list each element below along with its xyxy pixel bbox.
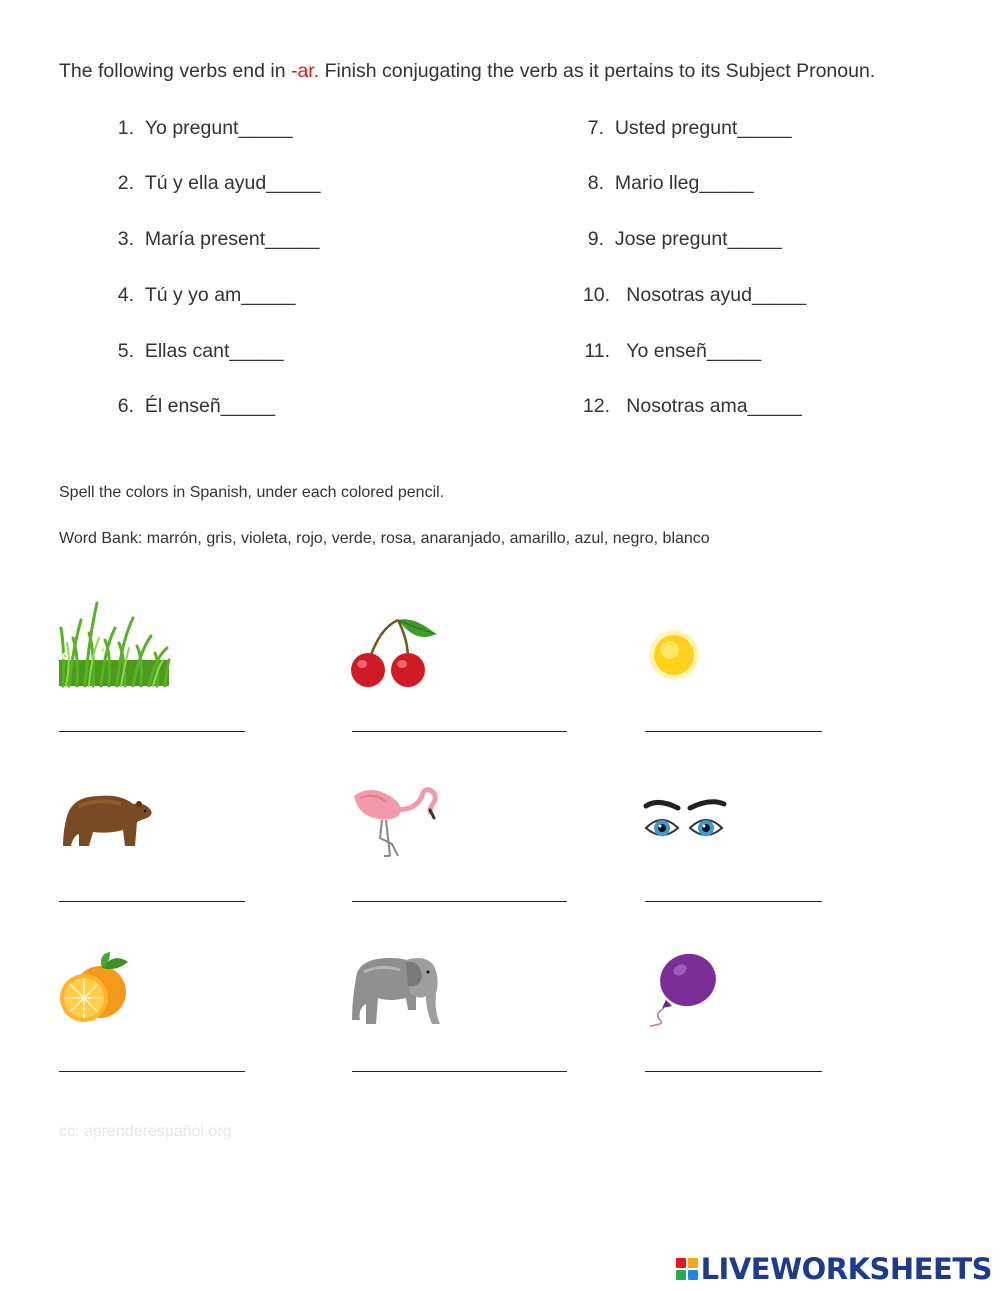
answer-line-8 (352, 1071, 567, 1072)
credit-text: cc: aprenderespañol.org (59, 1123, 232, 1140)
answer-line-4 (59, 901, 245, 902)
orange-icon (58, 952, 132, 1026)
verb-item-9: 9. Jose pregunt_____ (587, 228, 782, 250)
verb-item-8: 8. Mario lleg_____ (587, 172, 754, 194)
verb-item-2: 2. Tú y ella ayud_____ (117, 172, 321, 194)
answer-line-6 (645, 901, 822, 902)
answer-line-3 (645, 731, 822, 732)
grass-icon (59, 598, 171, 688)
verb-item-5: 5. Ellas cant_____ (117, 340, 284, 362)
answer-line-9 (645, 1071, 822, 1072)
colors-instruction: Spell the colors in Spanish, under each colored pencil. (59, 484, 445, 501)
verb-item-7: 7. Usted pregunt_____ (587, 117, 792, 139)
cherries-icon (350, 614, 438, 690)
verb-item-10: 10. Nosotras ayud_____ (582, 284, 807, 306)
sun-icon (648, 630, 700, 680)
answer-line-5 (352, 901, 567, 902)
answer-line-1 (59, 731, 245, 732)
verb-item-1: 1. Yo pregunt_____ (117, 117, 293, 139)
verb-item-6: 6. Él enseñ_____ (117, 395, 275, 417)
eyes-icon (644, 798, 726, 848)
flamingo-icon (350, 782, 440, 862)
balloon-icon (646, 952, 720, 1028)
brand-name: LIVEWORKSHEETS (700, 1252, 992, 1286)
bear-icon (59, 786, 155, 850)
answer-line-7 (59, 1071, 245, 1072)
instructions-text: The following verbs end in -ar. Finish conjugating the verb as it pertains to its Subject Pronoun. (59, 60, 876, 82)
verb-item-3: 3. María present_____ (117, 228, 320, 250)
logo-mark-icon (676, 1258, 698, 1280)
ending-highlight: -ar. (290, 60, 320, 82)
liveworksheets-logo[interactable] (676, 1252, 992, 1286)
word-bank: Word Bank: marrón, gris, violeta, rojo, verde, rosa, anaranjado, amarillo, azul, negro, blanco (59, 530, 710, 547)
verb-item-4: 4. Tú y yo am_____ (117, 284, 296, 306)
answer-line-2 (352, 731, 567, 732)
verb-item-12: 12. Nosotras ama_____ (582, 395, 802, 417)
verb-item-11: 11. Yo enseñ_____ (584, 340, 762, 362)
elephant-icon (350, 950, 450, 1028)
